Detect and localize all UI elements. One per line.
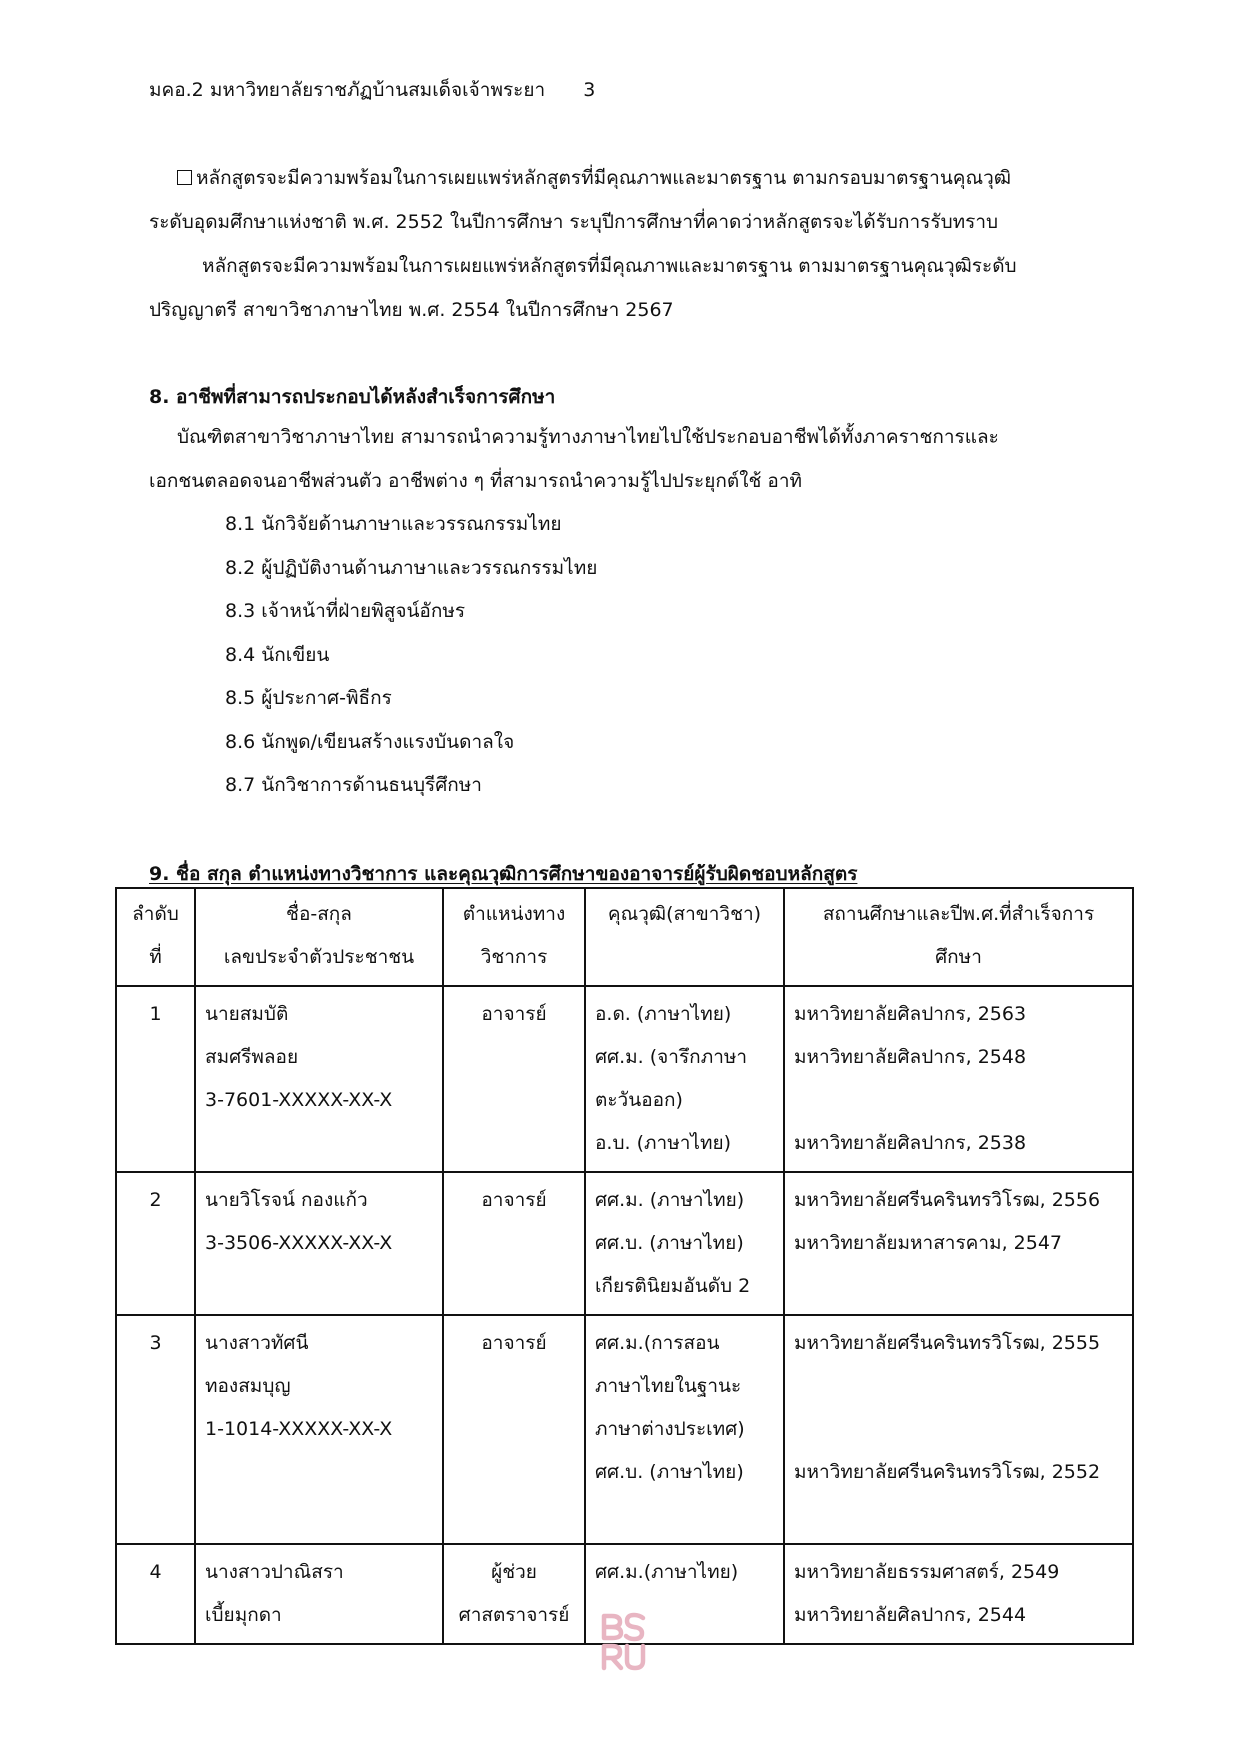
- career-list: [225, 503, 597, 808]
- cell-rank: อาจารย์: [443, 1315, 585, 1544]
- cell-qualification: อ.ด. (ภาษาไทย) ศศ.ม. (จารึกภาษา ตะวันออก) อ.บ. (ภาษาไทย): [585, 986, 784, 1172]
- cell-institution: มหาวิทยาลัยธรรมศาสตร์, 2549 มหาวิทยาลัยศิลปากร, 2544: [784, 1544, 1133, 1644]
- readiness-paragraph-1-line-1: [177, 156, 1011, 200]
- table-row: [116, 1315, 1133, 1544]
- readiness-paragraph-1-line-2: ระดับอุดมศึกษาแห่งชาติ พ.ศ. 2552 ในปีการศึกษา ระบุปีการศึกษาที่คาดว่าหลักสูตรจะได้รับการรับทราบ: [149, 211, 999, 233]
- readiness-paragraph-2-line-2: ปริญญาตรี สาขาวิชาภาษาไทย พ.ศ. 2554 ในปีการศึกษา 2567: [149, 299, 674, 321]
- cell-institution: มหาวิทยาลัยศรีนครินทรวิโรฒ, 2555 มหาวิทยาลัยศรีนครินทรวิโรฒ, 2552: [784, 1315, 1133, 1544]
- cell-no: 1: [116, 986, 195, 1172]
- section-8-intro-line-1: บัณฑิตสาขาวิชาภาษาไทย สามารถนำความรู้ทางภาษาไทยไปใช้ประกอบอาชีพได้ทั้งภาคราชการและ: [177, 426, 999, 448]
- page-number: 3: [583, 79, 596, 101]
- col-header-institution: สถานศึกษาและปีพ.ศ.ที่สำเร็จการ ศึกษา: [784, 888, 1133, 986]
- table-row: [116, 986, 1133, 1172]
- section-8-heading: 8. อาชีพที่สามารถประกอบได้หลังสำเร็จการศึกษา: [149, 386, 556, 408]
- cell-rank: อาจารย์: [443, 1172, 585, 1315]
- col-header-no: ลำดับ ที่: [116, 888, 195, 986]
- cell-name: นายสมบัติ สมศรีพลอย 3-7601-XXXXX-XX-X: [195, 986, 443, 1172]
- cell-institution: มหาวิทยาลัยศิลปากร, 2563 มหาวิทยาลัยศิลปากร, 2548 มหาวิทยาลัยศิลปากร, 2538: [784, 986, 1133, 1172]
- cell-institution: มหาวิทยาลัยศรีนครินทรวิโรฒ, 2556 มหาวิทยาลัยมหาสารคาม, 2547: [784, 1172, 1133, 1315]
- career-item: 8.2 ผู้ปฏิบัติงานด้านภาษาและวรรณกรรมไทย: [225, 556, 598, 579]
- section-9-heading: 9. ชื่อ สกุล ตำแหน่งทางวิชาการ และคุณวุฒิการศึกษาของอาจารย์ผู้รับผิดชอบหลักสูตร: [149, 863, 858, 885]
- cell-qualification: ศศ.ม.(ภาษาไทย): [585, 1544, 784, 1644]
- cell-name: นายวิโรจน์ กองแก้ว 3-3506-XXXXX-XX-X: [195, 1172, 443, 1315]
- table-header-row: [116, 888, 1133, 986]
- col-header-qualification: คุณวุฒิ(สาขาวิชา): [585, 888, 784, 986]
- section-8-intro-line-2: เอกชนตลอดจนอาชีพส่วนตัว อาชีพต่าง ๆ ที่สามารถนำความรู้ไปประยุกต์ใช้ อาทิ: [149, 470, 803, 492]
- cell-qualification: ศศ.ม. (ภาษาไทย) ศศ.บ. (ภาษาไทย) เกียรตินิยมอันดับ 2: [585, 1172, 784, 1315]
- cell-no: 3: [116, 1315, 195, 1544]
- career-item: 8.6 นักพูด/เขียนสร้างแรงบันดาลใจ: [225, 730, 515, 753]
- cell-name: นางสาวทัศนี ทองสมบุญ 1-1014-XXXXX-XX-X: [195, 1315, 443, 1544]
- table-row: [116, 1172, 1133, 1315]
- career-item: 8.1 นักวิจัยด้านภาษาและวรรณกรรมไทย: [225, 513, 562, 535]
- bsru-watermark-logo: [600, 1612, 648, 1672]
- cell-no: 4: [116, 1544, 195, 1644]
- career-item: 8.7 นักวิชาการด้านธนบุรีศึกษา: [225, 774, 482, 796]
- header-text: มคอ.2 มหาวิทยาลัยราชภัฏบ้านสมเด็จเจ้าพระยา: [149, 79, 546, 101]
- cell-rank: ผู้ช่วย ศาสตราจารย์: [443, 1544, 585, 1644]
- cell-rank: อาจารย์: [443, 986, 585, 1172]
- page-header: [149, 75, 595, 105]
- cell-qualification: ศศ.ม.(การสอน ภาษาไทยในฐานะ ภาษาต่างประเทศ) ศศ.บ. (ภาษาไทย): [585, 1315, 784, 1544]
- instructor-table: [115, 887, 1134, 1645]
- col-header-rank: ตำแหน่งทาง วิชาการ: [443, 888, 585, 986]
- career-item: 8.5 ผู้ประกาศ-พิธีกร: [225, 687, 392, 709]
- career-item: 8.3 เจ้าหน้าที่ฝ่ายพิสูจน์อักษร: [225, 600, 466, 622]
- readiness-p1-line1-text: หลักสูตรจะมีความพร้อมในการเผยแพร่หลักสูตรที่มีคุณภาพและมาตรฐาน ตามกรอบมาตรฐานคุณวุฒิ: [196, 167, 1011, 189]
- readiness-paragraph-2-line-1: หลักสูตรจะมีความพร้อมในการเผยแพร่หลักสูตรที่มีคุณภาพและมาตรฐาน ตามมาตรฐานคุณวุฒิระดับ: [202, 255, 1017, 277]
- cell-name: นางสาวปาณิสรา เบี้ยมุกดา: [195, 1544, 443, 1644]
- career-item: 8.4 นักเขียน: [225, 643, 330, 666]
- col-header-name: ชื่อ-สกุล เลขประจำตัวประชาชน: [195, 888, 443, 986]
- cell-no: 2: [116, 1172, 195, 1315]
- checkbox-icon: [177, 170, 192, 185]
